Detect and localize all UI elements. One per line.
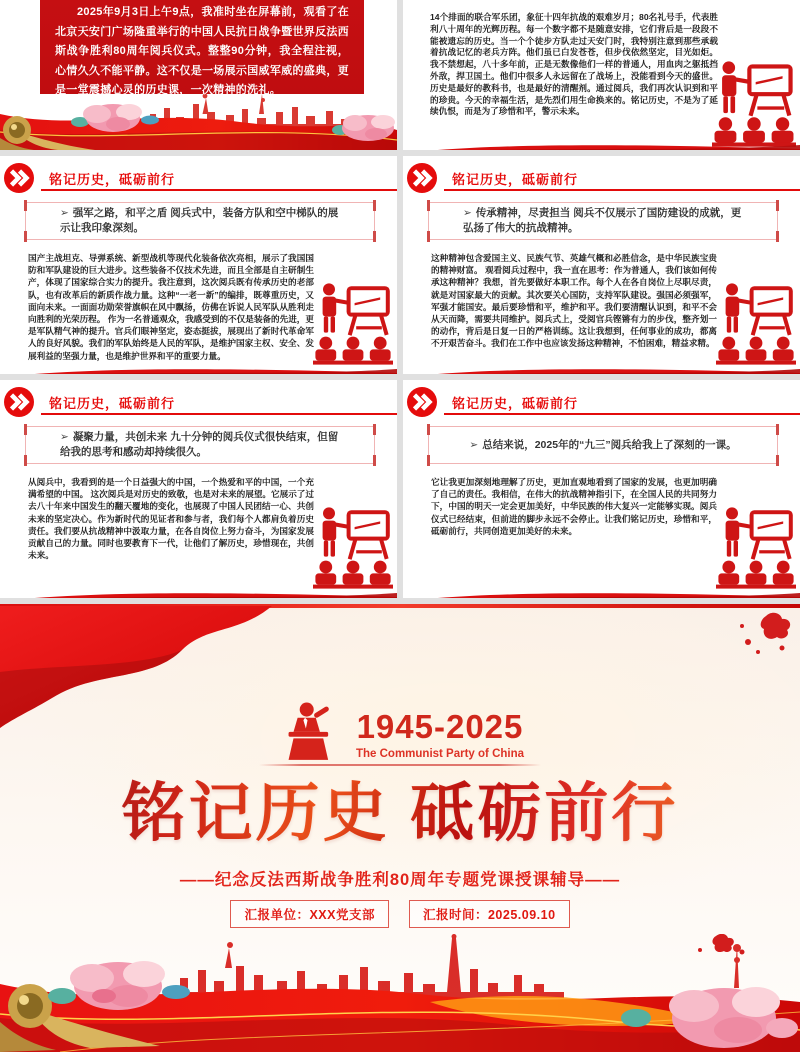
- section-header-title: 铭记历史，砥砺前行: [452, 396, 579, 411]
- slide-section-4[interactable]: [403, 380, 800, 598]
- arrow-bullet-icon: ➢: [60, 431, 69, 443]
- double-chevron-right-icon: [407, 163, 437, 193]
- decor-band: [0, 934, 800, 1052]
- section-header-title: 铭记历史，砥砺前行: [49, 396, 176, 411]
- quote-box: [428, 202, 778, 240]
- section-body-text: 从阅兵中，我看到的是一个日益强大的中国，一个热爱和平的中国，一个充满希望的中国。 这次阅兵是对历史的致敬，也是对未来的展望。它展示了过去八十年来中国发生的翻天覆地的变化，也展现了中国人民团结一心、共创未来的坚定决心。作为新时代的见证者和参与者，我们每个人都肩负着历史责任。我们要从抗战精神中汲取力量，在各自岗位上努力奋斗，为国家发展贡献自己的力量。同时也要教育下一代，让他们了解历史，珍惜现在，共创未来。: [28, 477, 314, 561]
- slide-opening-text[interactable]: [0, 0, 397, 150]
- section-header-title: 铭记历史，砥砺前行: [49, 172, 176, 187]
- teacher-blackboard-audience-icon: [313, 505, 393, 589]
- slide-numbers-text[interactable]: [403, 0, 800, 150]
- arrow-bullet-icon: ➢: [60, 207, 69, 219]
- report-unit-box: 汇报单位：XXX党支部: [230, 900, 389, 928]
- section-header-title: 铭记历史，砥砺前行: [452, 172, 579, 187]
- arrow-bullet-icon: ➢: [463, 207, 472, 219]
- teacher-blackboard-audience-icon: [313, 281, 393, 365]
- red-flag-icon: [0, 606, 300, 731]
- double-chevron-right-icon: [407, 387, 437, 417]
- quote-box: [25, 202, 375, 240]
- red-ribbon-line-icon: [403, 364, 800, 374]
- teacher-blackboard-audience-icon: [712, 59, 796, 147]
- opening-text-panel: [40, 0, 364, 94]
- red-ribbon-line-icon: [403, 588, 800, 598]
- quote-text: 强军之路，和平之盾 阅兵式中，装备方队和空中梯队的展示让我印象深刻。: [60, 207, 339, 234]
- double-chevron-right-icon: [4, 387, 34, 417]
- quote-text: 凝聚力量，共创未来 九十分钟的阅兵仪式很快结束，但留给我的思考和感动却持续很久。: [60, 431, 339, 458]
- red-ribbon-line-icon: [0, 588, 397, 598]
- slide-section-2[interactable]: [403, 156, 800, 374]
- report-info-row: [0, 900, 800, 928]
- section-body-text: 这种精神包含爱国主义、民族气节、英雄气概和必胜信念，是中华民族宝贵的精神财富。 观看阅兵过程中，我一直在思考：作为普通人，我们该如何传承这种精神？我想，首先要做好本职工作。每个人在各自岗位上尽职尽责，就是对国家最大的贡献。其次要关心国防，支持军队建设。强国必须强军，军强才能国安。最后要珍惜和平，维护和平。我们要清醒认识到，和平不会从天而降，需要共同维护。阅兵式上，受阅官兵铿锵有力的步伐，整齐划一的动作，背后是日复一日的严格训练。这让我想到，任何事业的成功，都离不开艰苦奋斗。我们在工作中也应该发扬这种精神，不怕困难，精益求精。: [431, 253, 717, 349]
- party-name-english: The Communist Party of China: [355, 748, 525, 760]
- arrow-bullet-icon: ➢: [469, 438, 479, 451]
- slide-section-1[interactable]: [0, 156, 397, 374]
- header-underline: [41, 189, 397, 191]
- header-underline: [41, 413, 397, 415]
- slide-cover[interactable]: [0, 604, 800, 1052]
- teacher-blackboard-audience-icon: [716, 505, 796, 589]
- red-ribbon-line-icon: [0, 364, 397, 374]
- opening-paragraph: 2025年9月3日上午9点，我准时坐在屏幕前，观看了在北京天安门广场隆重举行的中国人民抗日战争暨世界反法西斯战争胜利80周年阅兵仪式。整整90分钟，我全程注视，心情久久不能平静。这不仅是一场展示国威军威的盛典，更是一堂震撼心灵的历史课，一次精神的洗礼。: [55, 6, 349, 96]
- double-chevron-right-icon: [4, 163, 34, 193]
- quote-text: 总结来说，2025年的“九三”阅兵给我上了深刻的一课。: [482, 438, 737, 451]
- quote-box: [25, 426, 375, 464]
- red-ribbon-line-icon: [403, 140, 800, 150]
- city-skyline-icon: [180, 934, 741, 998]
- quote-box: [428, 426, 778, 464]
- ink-splatter-icon: [736, 612, 792, 658]
- numbers-paragraph: 14个排面的联合军乐团，象征十四年抗战的艰难岁月；80名礼号手，代表胜利八十周年的光辉历程。每一个数字都不是随意安排，它们背后是一段段不能被遗忘的历史。当一个个徒步方队走过天安门时，我特别注意到那些承载着抗战记忆的老兵方阵。他们虽已白发苍苍，但步伐依然坚定，目光如炬。我不禁想起，八十多年前，正是无数像他们一样的普通人，用血肉之躯抵挡外敌，捍卫国土。他们中很多人永远留在了战场上，没能看到今天的盛世。历史是最好的教科书，也是最好的清醒剂。通过阅兵，我们再次认识到和平的珍贵。今天的幸福生活，是先烈们用生命换来的。铭记历史，不是为了延续仇恨，而是为了珍惜和平，警示未来。: [430, 12, 718, 117]
- quote-text: 传承精神，尽责担当 阅兵不仅展示了国防建设的成就，更弘扬了伟大的抗战精神。: [463, 207, 742, 234]
- report-time-box: 汇报时间：2025.09.10: [409, 900, 570, 928]
- cover-subtitle: ——纪念反法西斯战争胜利80周年专题党课授课辅导——: [179, 871, 621, 889]
- divider-line: [259, 764, 541, 766]
- section-body-text: 它让我更加深刻地理解了历史，更加直观地看到了国家的发展，也更加明确了自己的责任。我相信，在伟大的抗战精神指引下，在全国人民的共同努力下，中国的明天一定会更加美好，中华民族的伟大复兴一定能够实现。阅兵仪式已经结束，但前进的脚步永远不会停止。让我们铭记历史，珍惜和平，砥砺前行，共同创造更加美好的未来。: [431, 477, 717, 536]
- slide-section-3[interactable]: [0, 380, 397, 598]
- anniversary-years: 1945-2025: [356, 708, 524, 745]
- speaker-podium-icon: [277, 698, 343, 764]
- header-underline: [444, 189, 800, 191]
- teacher-blackboard-audience-icon: [716, 281, 796, 365]
- section-body-text: 国产主战坦克、导弹系统、新型战机等现代化装备依次亮相，展示了我国国防和军队建设的巨大进步。这些装备不仅技术先进，而且全部是自主研制生产，体现了国家综合实力的提升。我注意到，这次阅兵既有传承历史的老部队，也有改革后的新质作战力量。这种“一老一新”的编排，既尊重历史，又面向未来。一面面功勋荣誉旗帜在风中飘扬，仿佛在诉说人民军队从胜利走向胜利的光荣历程。 作为一名普通观众，我感受到的不仅是装备的先进，更是军队精气神的提升。官兵们眼神坚定，姿态挺拔，展现出了新时代革命军人的良好风貌。我们的军队始终是人民的军队，是维护国家主权、安全、发展利益的坚强力量，也是维护世界和平的重要力量。: [28, 253, 314, 361]
- header-underline: [444, 413, 800, 415]
- cover-main-title: 铭记历史 砥砺前行: [0, 778, 800, 848]
